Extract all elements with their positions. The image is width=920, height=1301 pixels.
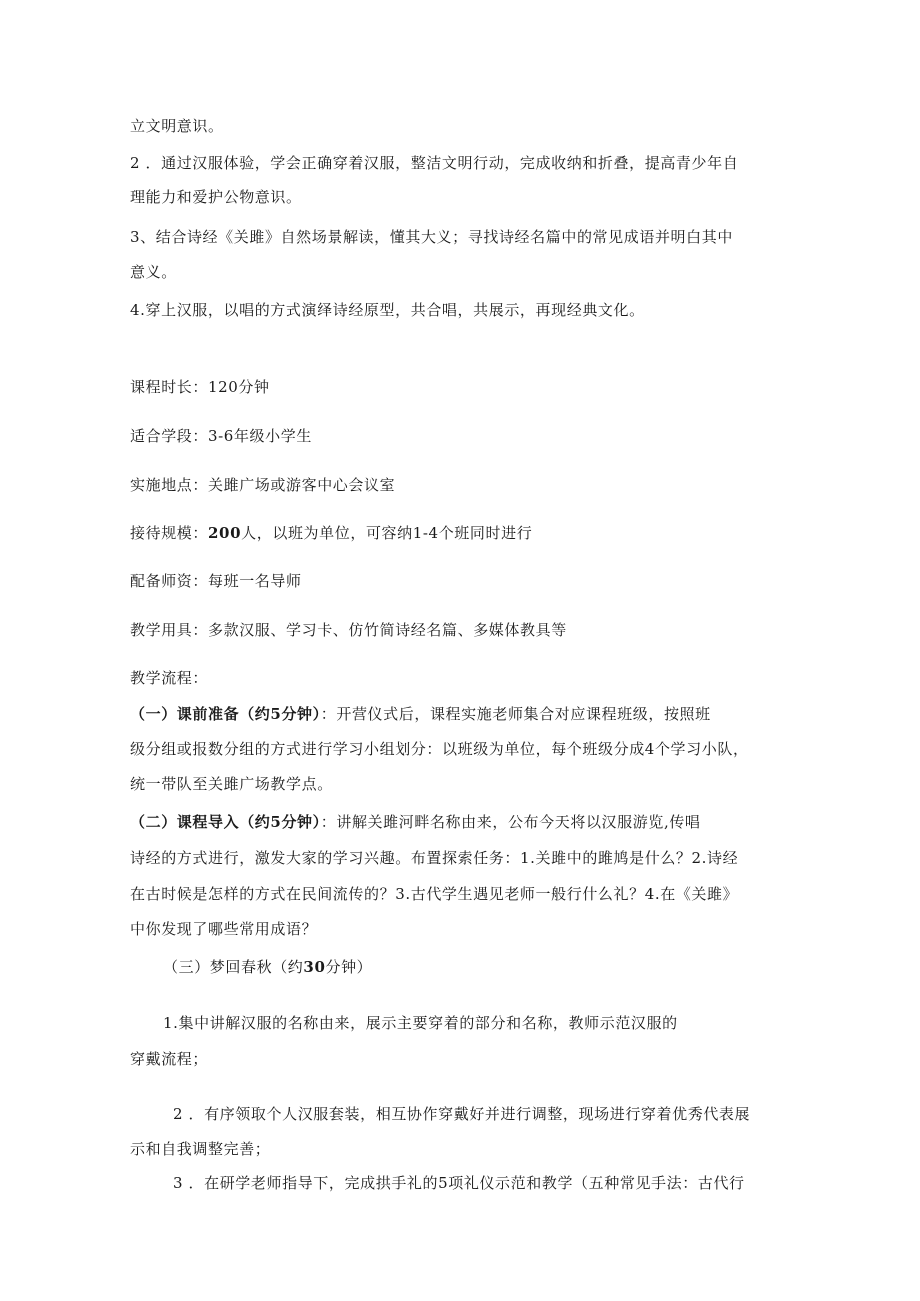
capacity-rest: 人，以班为单位，可容纳1-4个班同时进行 <box>241 524 533 542</box>
objective-line: 3、结合诗经《关雎》自然场景解读，懂其大义；寻找诗经名篇中的常见成语并明白其中 <box>130 228 733 246</box>
flow-item-3: 3 ．在研学老师指导下，完成拱手礼的5项礼仪示范和教学（五种常见手法：古代行 <box>173 1174 745 1192</box>
info-duration: 课程时长：120分钟 <box>130 378 270 396</box>
info-capacity <box>130 523 532 543</box>
info-grade: 适合学段：3-6年级小学生 <box>130 427 312 445</box>
section-heading-c: 分钟） <box>325 958 373 976</box>
capacity-label: 接待规模： <box>130 524 209 542</box>
flow-section-3 <box>163 957 372 977</box>
flow-section-1 <box>130 704 711 724</box>
section-heading: （一）课前准备（约5分钟） <box>130 705 321 723</box>
section-text: ：开营仪式后，课程实施老师集合对应课程班级，按照班 <box>320 705 711 723</box>
flow-line: 统一带队至关雎广场教学点。 <box>130 775 333 793</box>
section-heading-a: （三）梦回春秋（约 <box>163 958 304 976</box>
flow-line: 中你发现了哪些常用成语？ <box>130 920 318 938</box>
section-text: ：讲解关雎河畔名称由来，公布今天将以汉服游览,传唱 <box>320 813 701 831</box>
flow-item-2: 2 ．有序领取个人汉服套装，相互协作穿戴好并进行调整，现场进行穿着优秀代表展 <box>173 1105 751 1123</box>
flow-line: 级分组或报数分组的方式进行学习小组划分：以班级为单位，每个班级分成4个学习小队， <box>130 740 749 758</box>
section-heading-num: 30 <box>303 958 326 976</box>
info-location: 实施地点：关雎广场或游客中心会议室 <box>130 476 396 494</box>
section-heading: （二）课程导入（约5分钟） <box>130 813 321 831</box>
flow-line: 在古时候是怎样的方式在民间流传的？3.古代学生遇见老师一般行什么礼？4.在《关雎》 <box>130 885 739 903</box>
capacity-value: 200 <box>208 524 242 542</box>
flow-line: 示和自我调整完善； <box>130 1140 271 1158</box>
objective-line: 4.穿上汉服，以唱的方式演绎诗经原型，共合唱，共展示，再现经典文化。 <box>130 301 645 319</box>
flow-item-1: 1.集中讲解汉服的名称由来，展示主要穿着的部分和名称，教师示范汉服的 <box>163 1014 678 1032</box>
objective-line: 立文明意识。 <box>130 117 224 135</box>
info-tools: 教学用具：多款汉服、学习卡、仿竹简诗经名篇、多媒体教具等 <box>130 621 567 639</box>
flow-line: 穿戴流程； <box>130 1050 209 1068</box>
objective-line: 2 ．通过汉服体验，学会正确穿着汉服，整洁文明行动，完成收纳和折叠，提高青少年自 <box>130 154 739 172</box>
info-teachers: 配备师资：每班一名导师 <box>130 572 302 590</box>
flow-section-2 <box>130 812 701 832</box>
info-flow-heading: 教学流程： <box>130 669 209 687</box>
objective-line: 意义。 <box>130 263 177 281</box>
flow-line: 诗经的方式进行，激发大家的学习兴趣。布置探索任务：1.关雎中的雎鸠是什么？2.诗经 <box>130 849 739 867</box>
objective-line: 理能力和爱护公物意识。 <box>130 188 302 206</box>
